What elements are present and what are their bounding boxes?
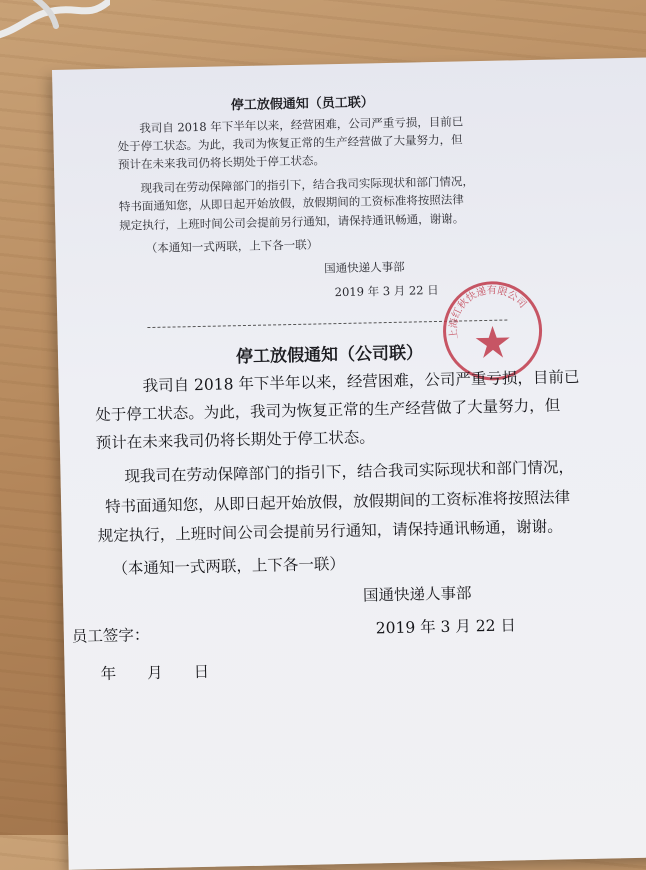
employee-notice-line-2: 处于停工状态。为此，我司为恢复正常的生产经营做了大量努力，但 — [117, 132, 463, 154]
employee-notice-line-5: 特书面通知您，从即日起开始放假，放假期间的工资标准将按照法律 — [118, 192, 464, 214]
company-notice-line-6: 规定执行，上班时间公司会提前另行通知，请保持通讯畅通，谢谢。 — [97, 517, 563, 546]
cable-decoration — [0, 0, 110, 62]
company-notice-title: 停工放假通知（公司联） — [235, 343, 424, 368]
employee-notice-line-1: 我司自 2018 年下半年以来，经营困难，公司严重亏损，目前已 — [139, 114, 464, 136]
company-notice-copies-note: （本通知一式两联，上下各一联） — [112, 554, 346, 578]
company-notice-line-1: 我司自 2018 年下半年以来，经营困难，公司严重亏损，目前已 — [142, 368, 580, 396]
company-notice-line-2: 处于停工状态。为此，我司为恢复正常的生产经营做了大量努力，但 — [95, 396, 561, 425]
svg-text:上海红秋快递有限公司: 上海红秋快递有限公司 — [448, 285, 529, 340]
employee-notice-title: 停工放假通知（员工联） — [230, 95, 374, 114]
employee-notice-line-4: 现我司在劳动保障部门的指引下，结合我司实际现状和部门情况， — [140, 174, 475, 196]
employee-notice-signer: 国通快递人事部 — [324, 259, 405, 276]
employee-notice-copies-note: （本通知一式两联，上下各一联） — [145, 237, 319, 256]
employee-signature-label: 员工签字： — [71, 626, 150, 646]
employee-notice-date: 2019 年 3 月 22 日 — [334, 282, 439, 300]
employee-notice-line-6: 规定执行，上班时间公司会提前另行通知，请保持通讯畅通，谢谢。 — [119, 211, 465, 233]
company-notice-date: 2019 年 3 月 22 日 — [375, 616, 517, 638]
company-notice-signer: 国通快递人事部 — [362, 584, 472, 605]
company-notice-line-4: 现我司在劳动保障部门的指引下，结合我司实际现状和部门情况， — [124, 458, 575, 486]
company-notice-line-5: 特书面通知您，从即日起开始放假，放假期间的工资标准将按照法律 — [104, 488, 571, 516]
signature-date-blank: 年 月 日 — [100, 662, 210, 684]
notice-paper — [52, 57, 646, 870]
employee-notice-line-3: 预计在未来我司仍将长期处于停工状态。 — [117, 153, 326, 172]
company-notice-line-3: 预计在未来我司仍将长期处于停工状态。 — [95, 428, 375, 453]
